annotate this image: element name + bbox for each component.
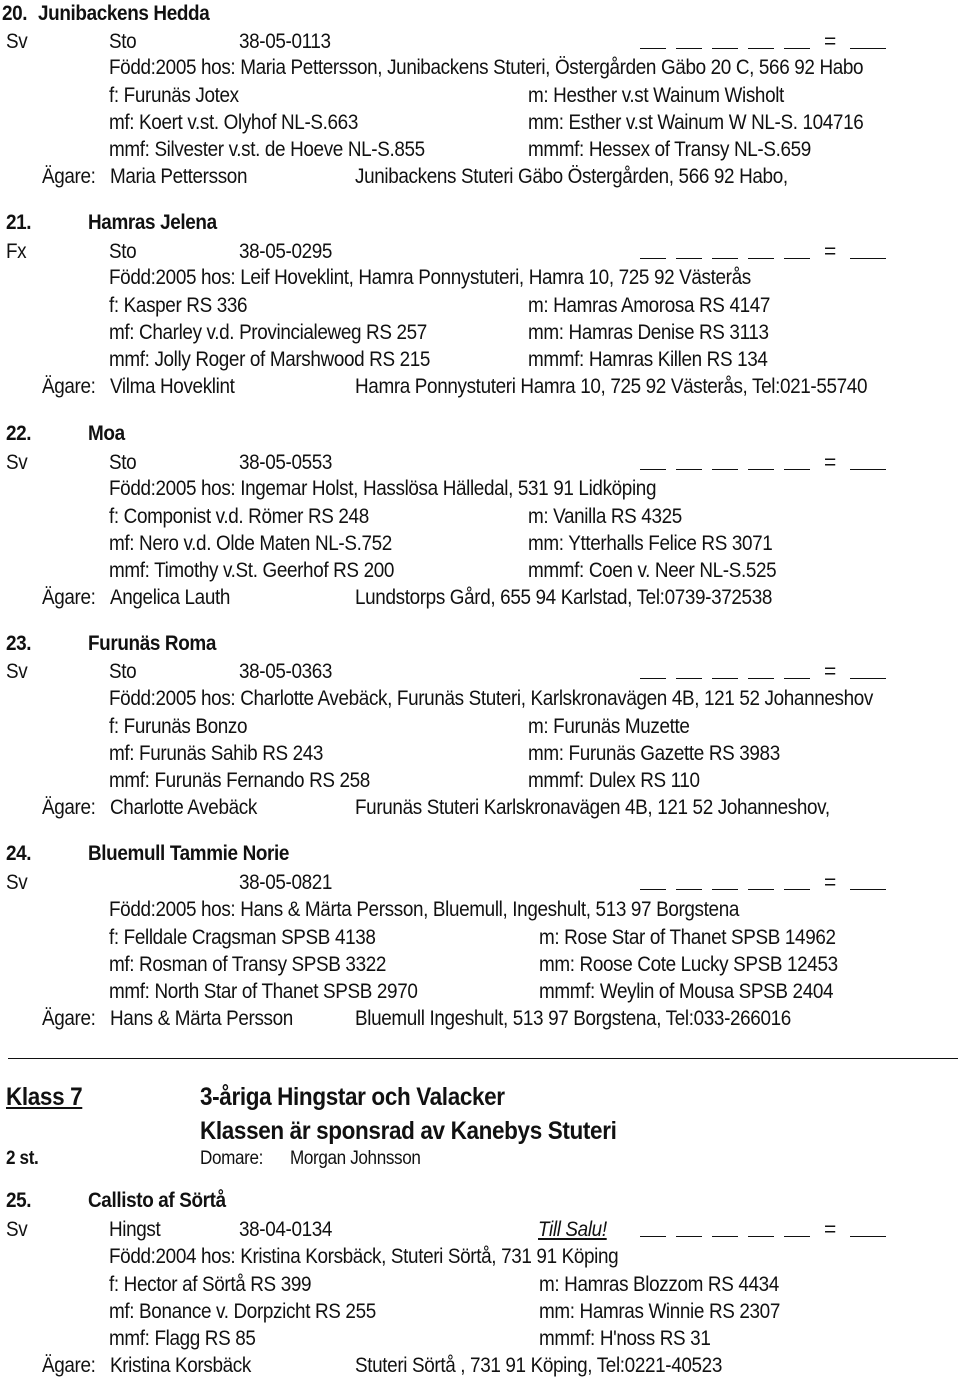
equals-sign: = bbox=[824, 30, 837, 53]
score-blanks bbox=[640, 871, 896, 895]
born-info: Född:2005 hos: Leif Hoveklint, Hamra Ponnystuteri, Hamra 10, 725 92 Västerås bbox=[109, 266, 751, 289]
dam-dam-sire: mmf: Silvester v.st. de Hoeve NL-S.855 bbox=[109, 138, 425, 161]
judge-name: Morgan Johnsson bbox=[290, 1148, 421, 1169]
horse-name: Moa bbox=[88, 422, 125, 445]
dam-dam-sire: mmf: Flagg RS 85 bbox=[109, 1327, 256, 1350]
for-sale-note: Till Salu! bbox=[538, 1218, 607, 1241]
sire: f: Furunäs Bonzo bbox=[109, 715, 248, 738]
entry-number: 20. bbox=[2, 2, 28, 25]
owner-name: Charlotte Avebäck bbox=[110, 796, 257, 819]
sire: f: Kasper RS 336 bbox=[109, 294, 248, 317]
born-info: Född:2005 hos: Hans & Märta Persson, Bluemull, Ingeshult, 513 97 Borgstena bbox=[109, 898, 739, 921]
owner-label: Ägare: bbox=[42, 796, 96, 819]
owner-address: Bluemull Ingeshult, 513 97 Borgstena, Tel:033-266016 bbox=[355, 1007, 791, 1030]
horse-name: Hamras Jelena bbox=[88, 211, 217, 234]
dam-dam: mm: Hamras Winnie RS 2307 bbox=[539, 1300, 780, 1323]
dam-dam: mm: Esther v.st Wainum W NL-S. 104716 bbox=[528, 111, 864, 134]
registration-number: 38-04-0134 bbox=[239, 1218, 333, 1241]
judge-label: Domare: bbox=[200, 1148, 264, 1169]
equals-sign: = bbox=[824, 451, 837, 474]
sire: f: Furunäs Jotex bbox=[109, 84, 239, 107]
sex: Sto bbox=[109, 660, 137, 683]
dam-sire: mf: Bonance v. Dorpzicht RS 255 bbox=[109, 1300, 376, 1323]
equals-sign: = bbox=[824, 871, 837, 894]
owner-address: Stuteri Sörtå , 731 91 Köping, Tel:0221-40523 bbox=[355, 1354, 722, 1377]
equals-sign: = bbox=[824, 240, 837, 263]
sex: Sto bbox=[109, 240, 137, 263]
dam-dam: mm: Ytterhalls Felice RS 3071 bbox=[528, 532, 773, 555]
owner-name: Vilma Hoveklint bbox=[110, 375, 235, 398]
owner-address: Hamra Ponnystuteri Hamra 10, 725 92 Västerås, Tel:021-55740 bbox=[355, 375, 868, 398]
owner-name: Hans & Märta Persson bbox=[110, 1007, 293, 1030]
owner-label: Ägare: bbox=[42, 586, 96, 609]
entry-count: 2 st. bbox=[6, 1148, 39, 1169]
sire: f: Felldale Cragsman SPSB 4138 bbox=[109, 926, 376, 949]
dam-sire: mf: Nero v.d. Olde Maten NL-S.752 bbox=[109, 532, 392, 555]
dam-dam-dam-sire: mmmf: H'noss RS 31 bbox=[539, 1327, 711, 1350]
dam-sire: mf: Koert v.st. Olyhof NL-S.663 bbox=[109, 111, 358, 134]
registration-number: 38-05-0295 bbox=[239, 240, 333, 263]
dam-sire: mf: Furunäs Sahib RS 243 bbox=[109, 742, 324, 765]
sire: f: Hector af Sörtå RS 399 bbox=[109, 1273, 312, 1296]
breed-code: Fx bbox=[6, 240, 27, 263]
born-info: Född:2004 hos: Kristina Korsbäck, Stuteri Sörtå, 731 91 Köping bbox=[109, 1245, 619, 1268]
sex: Hingst bbox=[109, 1218, 161, 1241]
entry-number: 24. bbox=[6, 842, 32, 865]
sex: Sto bbox=[109, 30, 137, 53]
sire: f: Componist v.d. Römer RS 248 bbox=[109, 505, 369, 528]
horse-name: Callisto af Sörtå bbox=[88, 1189, 226, 1212]
owner-label: Ägare: bbox=[42, 1354, 96, 1377]
dam-dam-sire: mmf: Timothy v.St. Geerhof RS 200 bbox=[109, 559, 395, 582]
section-divider bbox=[8, 1058, 958, 1059]
score-blanks bbox=[640, 451, 896, 475]
dam-sire: mf: Charley v.d. Provincialeweg RS 257 bbox=[109, 321, 427, 344]
dam-dam-dam-sire: mmmf: Hamras Killen RS 134 bbox=[528, 348, 768, 371]
entry-number: 25. bbox=[6, 1189, 32, 1212]
dam-dam-sire: mmf: Jolly Roger of Marshwood RS 215 bbox=[109, 348, 431, 371]
horse-name: Furunäs Roma bbox=[88, 632, 217, 655]
entry-number: 22. bbox=[6, 422, 32, 445]
owner-address: Lundstorps Gård, 655 94 Karlstad, Tel:0739-372538 bbox=[355, 586, 773, 609]
class-label: Klass 7 bbox=[6, 1083, 83, 1111]
dam-dam: mm: Furunäs Gazette RS 3983 bbox=[528, 742, 780, 765]
registration-number: 38-05-0553 bbox=[239, 451, 333, 474]
owner-name: Maria Pettersson bbox=[110, 165, 248, 188]
score-blanks bbox=[640, 1218, 896, 1242]
registration-number: 38-05-0113 bbox=[239, 30, 331, 53]
equals-sign: = bbox=[824, 660, 837, 683]
dam-dam-sire: mmf: North Star of Thanet SPSB 2970 bbox=[109, 980, 418, 1003]
dam-dam: mm: Hamras Denise RS 3113 bbox=[528, 321, 769, 344]
dam: m: Furunäs Muzette bbox=[528, 715, 690, 738]
breed-code: Sv bbox=[6, 871, 28, 894]
horse-name: Bluemull Tammie Norie bbox=[88, 842, 290, 865]
breed-code: Sv bbox=[6, 30, 28, 53]
score-blanks bbox=[640, 660, 896, 684]
breed-code: Sv bbox=[6, 660, 28, 683]
score-blanks bbox=[640, 240, 896, 264]
dam: m: Hamras Blozzom RS 4434 bbox=[539, 1273, 779, 1296]
score-blanks bbox=[640, 30, 896, 54]
horse-name: Junibackens Hedda bbox=[38, 2, 210, 25]
entry-number: 21. bbox=[6, 211, 32, 234]
dam-dam-dam-sire: mmmf: Coen v. Neer NL-S.525 bbox=[528, 559, 777, 582]
class-title: 3-åriga Hingstar och Valacker bbox=[200, 1083, 505, 1111]
dam: m: Vanilla RS 4325 bbox=[528, 505, 682, 528]
born-info: Född:2005 hos: Maria Pettersson, Junibackens Stuteri, Östergården Gäbo 20 C, 566 92 Habo bbox=[109, 56, 864, 79]
owner-address: Furunäs Stuteri Karlskronavägen 4B, 121 52 Johanneshov, bbox=[355, 796, 830, 819]
owner-address: Junibackens Stuteri Gäbo Östergården, 566 92 Habo, bbox=[355, 165, 788, 188]
breed-code: Sv bbox=[6, 451, 28, 474]
breed-code: Sv bbox=[6, 1218, 28, 1241]
dam: m: Hamras Amorosa RS 4147 bbox=[528, 294, 771, 317]
dam-dam-dam-sire: mmmf: Weylin of Mousa SPSB 2404 bbox=[539, 980, 834, 1003]
born-info: Född:2005 hos: Charlotte Avebäck, Furunäs Stuteri, Karlskronavägen 4B, 121 52 Johanneshov bbox=[109, 687, 874, 710]
registration-number: 38-05-0821 bbox=[239, 871, 333, 894]
sex: Sto bbox=[109, 451, 137, 474]
registration-number: 38-05-0363 bbox=[239, 660, 333, 683]
dam-dam-sire: mmf: Furunäs Fernando RS 258 bbox=[109, 769, 370, 792]
dam: m: Rose Star of Thanet SPSB 14962 bbox=[539, 926, 836, 949]
entry-number: 23. bbox=[6, 632, 32, 655]
dam-dam: mm: Roose Cote Lucky SPSB 12453 bbox=[539, 953, 838, 976]
owner-label: Ägare: bbox=[42, 375, 96, 398]
owner-label: Ägare: bbox=[42, 1007, 96, 1030]
owner-label: Ägare: bbox=[42, 165, 96, 188]
dam-sire: mf: Rosman of Transy SPSB 3322 bbox=[109, 953, 387, 976]
dam: m: Hesther v.st Wainum Wisholt bbox=[528, 84, 784, 107]
equals-sign: = bbox=[824, 1218, 837, 1241]
dam-dam-dam-sire: mmmf: Hessex of Transy NL-S.659 bbox=[528, 138, 811, 161]
dam-dam-dam-sire: mmmf: Dulex RS 110 bbox=[528, 769, 700, 792]
class-sponsor: Klassen är sponsrad av Kanebys Stuteri bbox=[200, 1117, 617, 1145]
owner-name: Angelica Lauth bbox=[110, 586, 231, 609]
owner-name: Kristina Korsbäck bbox=[110, 1354, 251, 1377]
born-info: Född:2005 hos: Ingemar Holst, Hasslösa Hälledal, 531 91 Lidköping bbox=[109, 477, 657, 500]
